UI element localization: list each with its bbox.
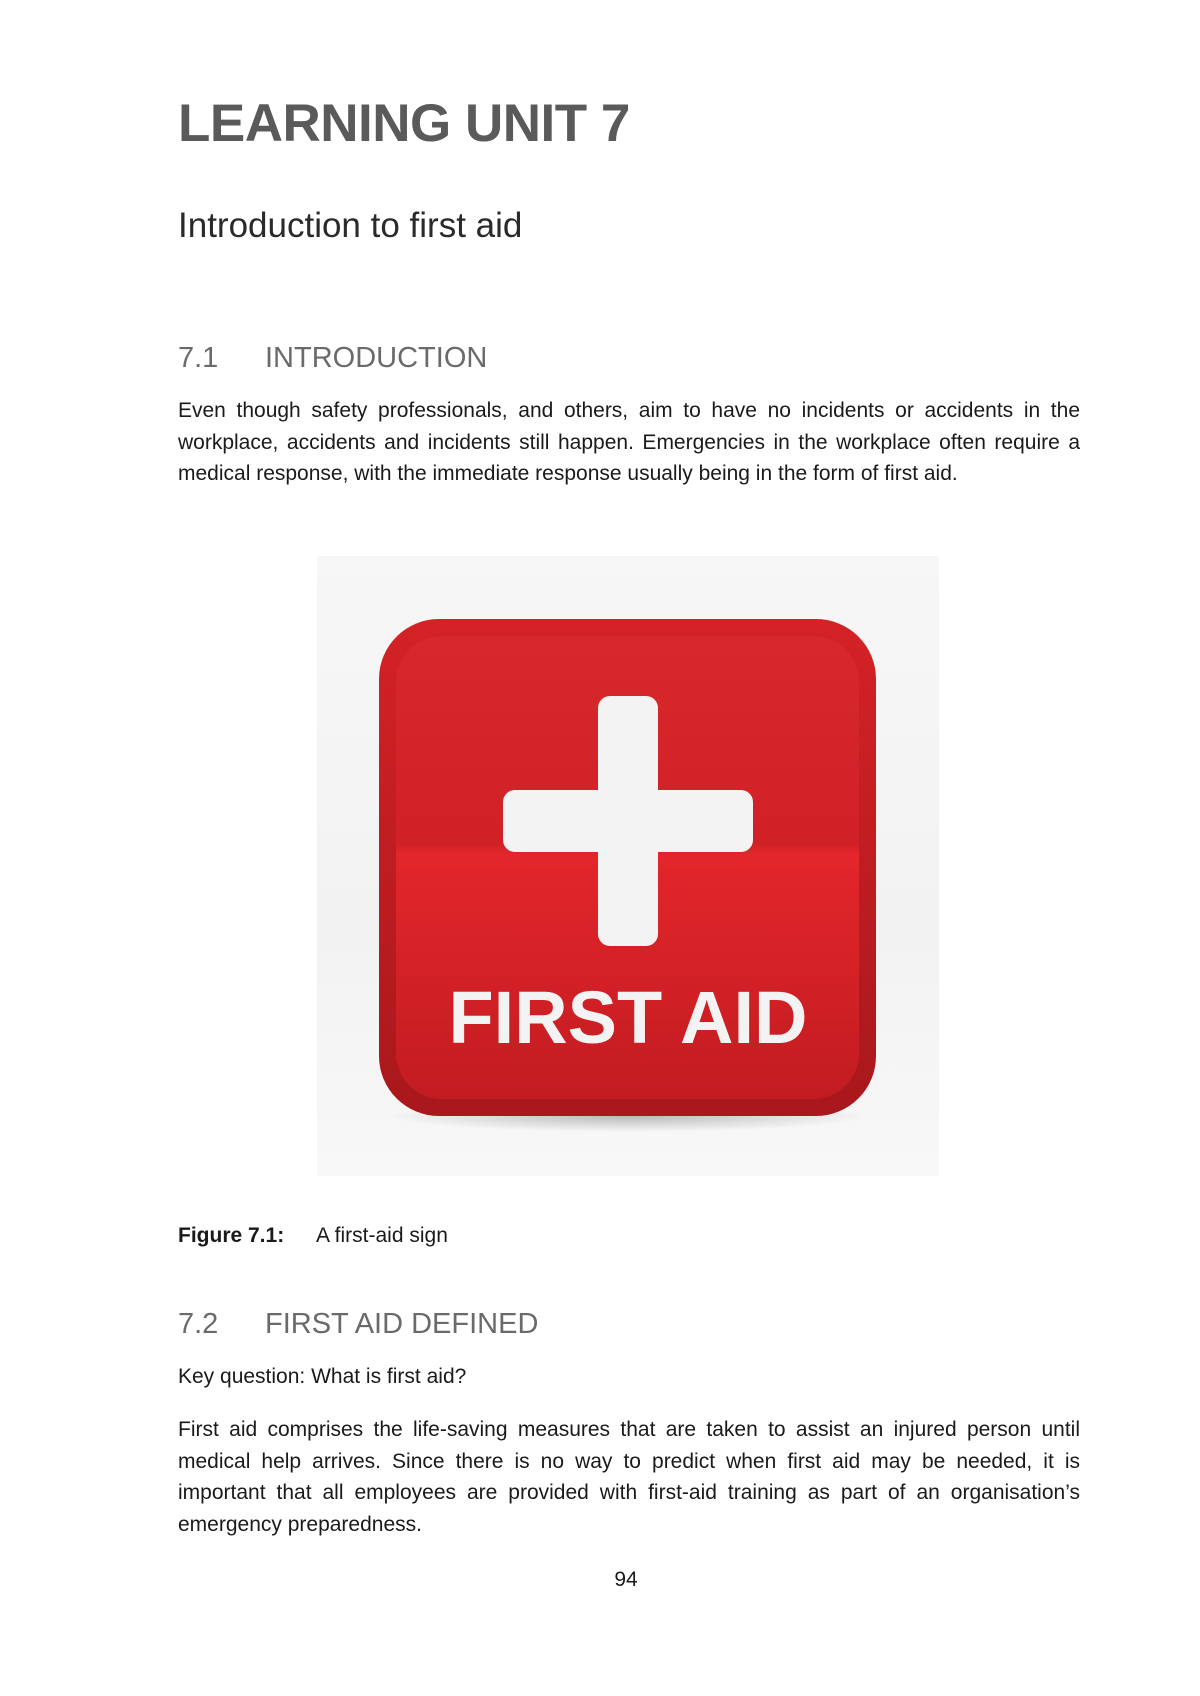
section-heading-7-1 bbox=[178, 341, 487, 376]
section-heading-7-2 bbox=[178, 1307, 538, 1342]
unit-subtitle: Introduction to first aid bbox=[178, 206, 523, 245]
section-number: 7.1 bbox=[178, 342, 219, 374]
key-question: Key question: What is first aid? bbox=[178, 1365, 467, 1388]
figure-caption bbox=[178, 1222, 448, 1249]
section-number: 7.2 bbox=[178, 1308, 219, 1340]
sign-text: FIRST AID bbox=[448, 976, 808, 1059]
page-number: 94 bbox=[614, 1568, 638, 1591]
section-title: FIRST AID DEFINED bbox=[265, 1308, 539, 1340]
figure-label: Figure 7.1: bbox=[178, 1224, 285, 1247]
section-title: INTRODUCTION bbox=[265, 342, 488, 374]
figure-caption-text: A first-aid sign bbox=[316, 1224, 448, 1247]
unit-title: LEARNING UNIT 7 bbox=[178, 94, 630, 153]
first-aid-figure bbox=[317, 556, 939, 1176]
intro-paragraph: Even though safety professionals, and others, aim to have no incidents or accidents in the workplace, accidents and incidents still happen. Emergencies in the workplace often require a medical response, with the immediate response usually being in the form of first aid. bbox=[178, 399, 1080, 485]
definition-paragraph: First aid comprises the life-saving measures that are taken to assist an injured person until medical help arrives. Since there is no way to predict when first aid may be needed, it is important that all employees are provided with first-aid training as part of an organisation’s emergency preparedness. bbox=[178, 1418, 1080, 1536]
first-aid-sign-icon bbox=[317, 556, 939, 1176]
